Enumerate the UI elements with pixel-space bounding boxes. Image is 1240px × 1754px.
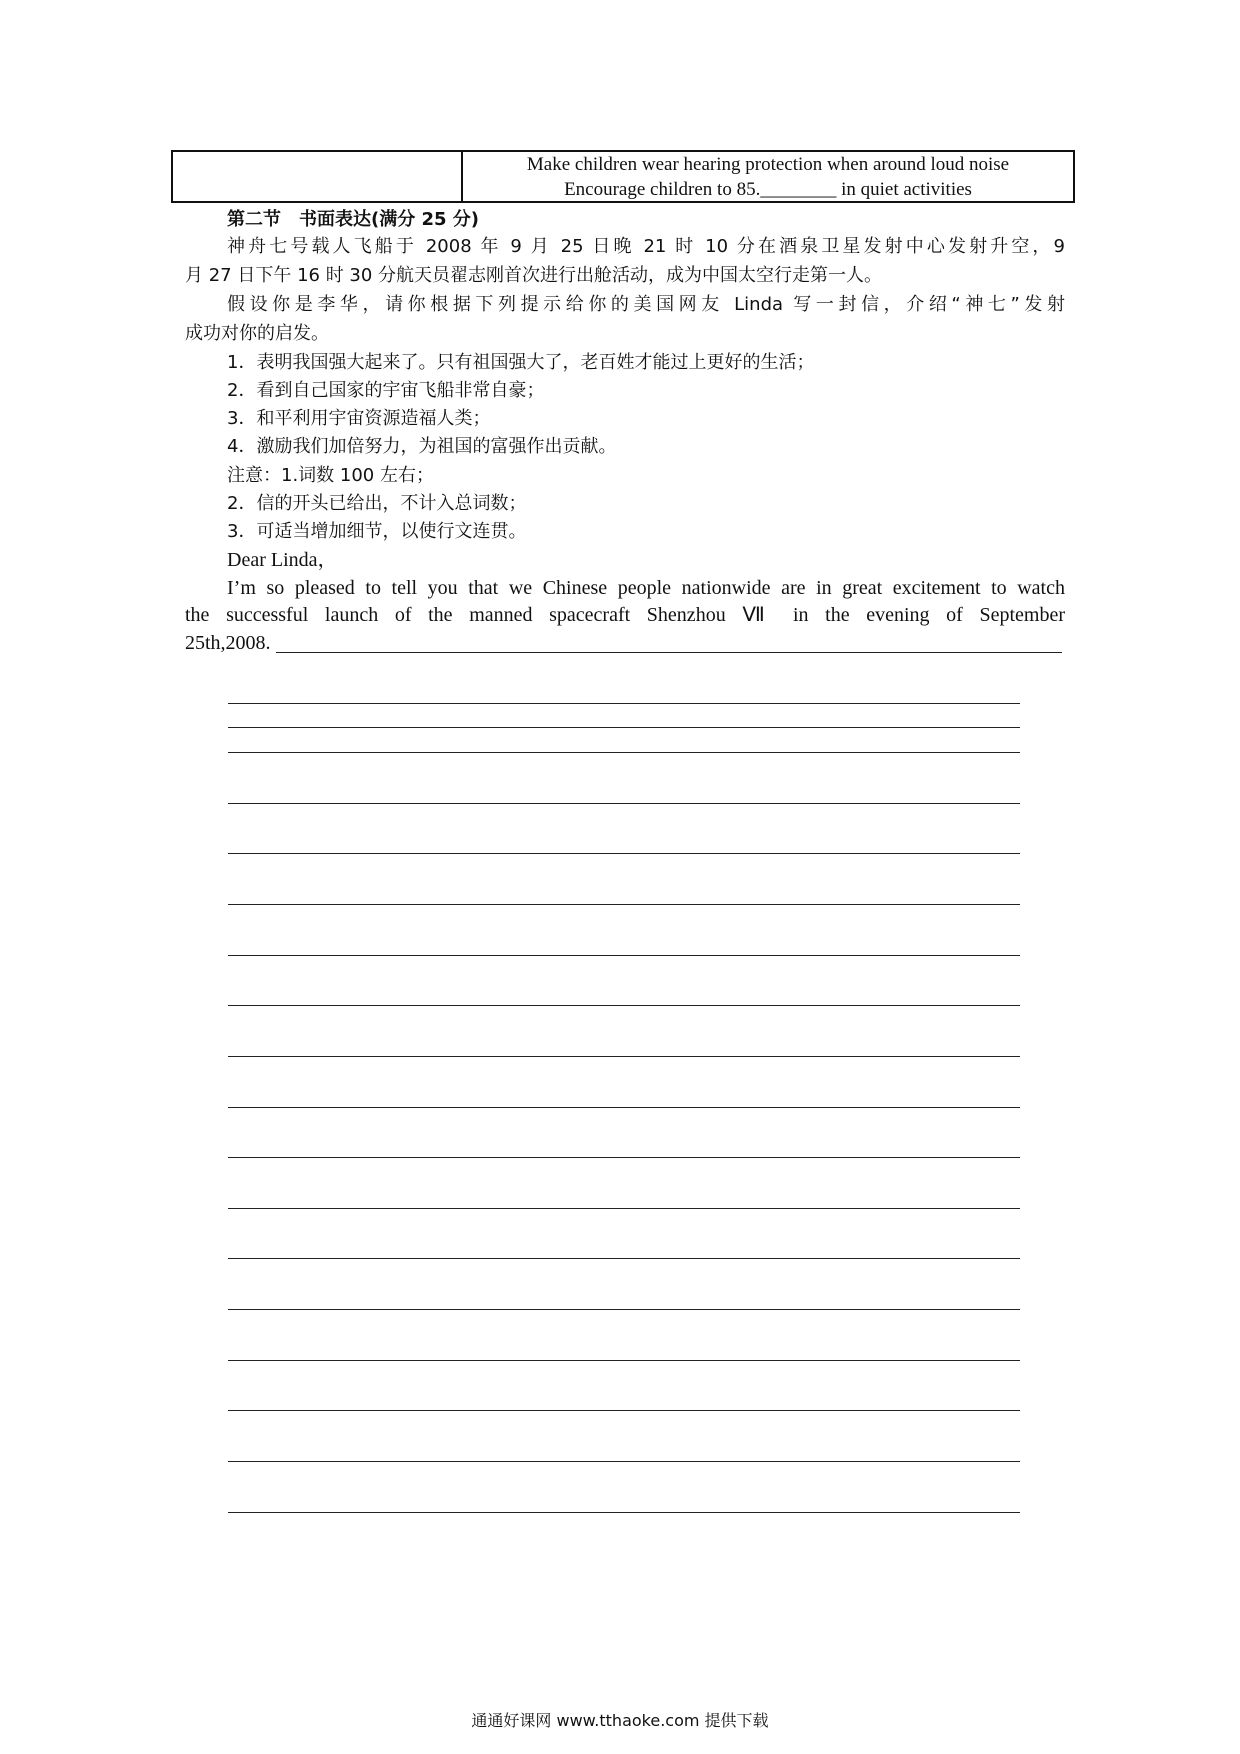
table-right-cell [463,152,1073,201]
point-3: 3．和平利用宇宙资源造福人类； [227,408,491,429]
note-1: 注意：1.词数 100 左右； [227,465,434,486]
writing-line [228,727,1020,728]
para1-line1: 神舟七号载人飞船于 2008 年 9 月 25 日晚 21 时 10 分在酒泉卫星发射中心发射升空，9 [227,236,1065,257]
point-4: 4．激励我们加倍努力，为祖国的富强作出贡献。 [227,436,617,457]
table-row-2: Encourage children to 85.________ in quiet activities [564,178,972,200]
para1-line2: 月 27 日下午 16 时 30 分航天员翟志刚首次进行出舱活动，成为中国太空行走第一人。 [185,265,883,286]
writing-line [228,1107,1020,1108]
writing-line [228,904,1020,905]
para2-line1: 假设你是李华，请你根据下列提示给你的美国网友 Linda 写一封信，介绍“神七”发射 [227,294,1065,315]
writing-line [228,803,1020,804]
writing-line [228,1360,1020,1361]
note-3: 3．可适当增加细节，以使行文连贯。 [227,521,527,542]
letter-salutation: Dear Linda， [227,549,338,571]
letter-line-1: I’m so pleased to tell you that we Chinese people nationwide are in great excitement to watch [227,577,1065,599]
letter-line-3: 25th,2008. [185,632,271,654]
writing-line [228,1208,1020,1209]
point-1: 1．表明我国强大起来了。只有祖国强大了，老百姓才能过上更好的生活； [227,352,815,373]
writing-line [228,1056,1020,1057]
letter-line-3-blank [276,652,1062,653]
writing-line [228,752,1020,753]
table-left-cell [173,152,463,201]
writing-line [228,1461,1020,1462]
section-heading-title: 第二节 书面表达 [227,209,371,230]
writing-line [228,1258,1020,1259]
answer-table [171,150,1075,203]
letter-line-2: the successful launch of the manned spacecraft Shenzhou Ⅶ in the evening of September [185,604,1065,626]
table-row-1: Make children wear hearing protection when around loud noise [526,153,1010,175]
writing-line [228,1157,1020,1158]
writing-line [228,1512,1020,1513]
writing-line [228,1309,1020,1310]
para2-line2: 成功对你的启发。 [185,323,329,344]
page-footer: 通通好课网 www.tthaoke.com 提供下载 [471,1711,769,1730]
section-heading-score: (满分 25 分) [371,209,480,230]
writing-line [228,853,1020,854]
writing-line [228,1005,1020,1006]
writing-line [228,703,1020,704]
section-heading [227,206,479,233]
note-2: 2．信的开头已给出，不计入总词数； [227,493,527,514]
point-2: 2．看到自己国家的宇宙飞船非常自豪； [227,380,545,401]
writing-line [228,1410,1020,1411]
writing-line [228,955,1020,956]
